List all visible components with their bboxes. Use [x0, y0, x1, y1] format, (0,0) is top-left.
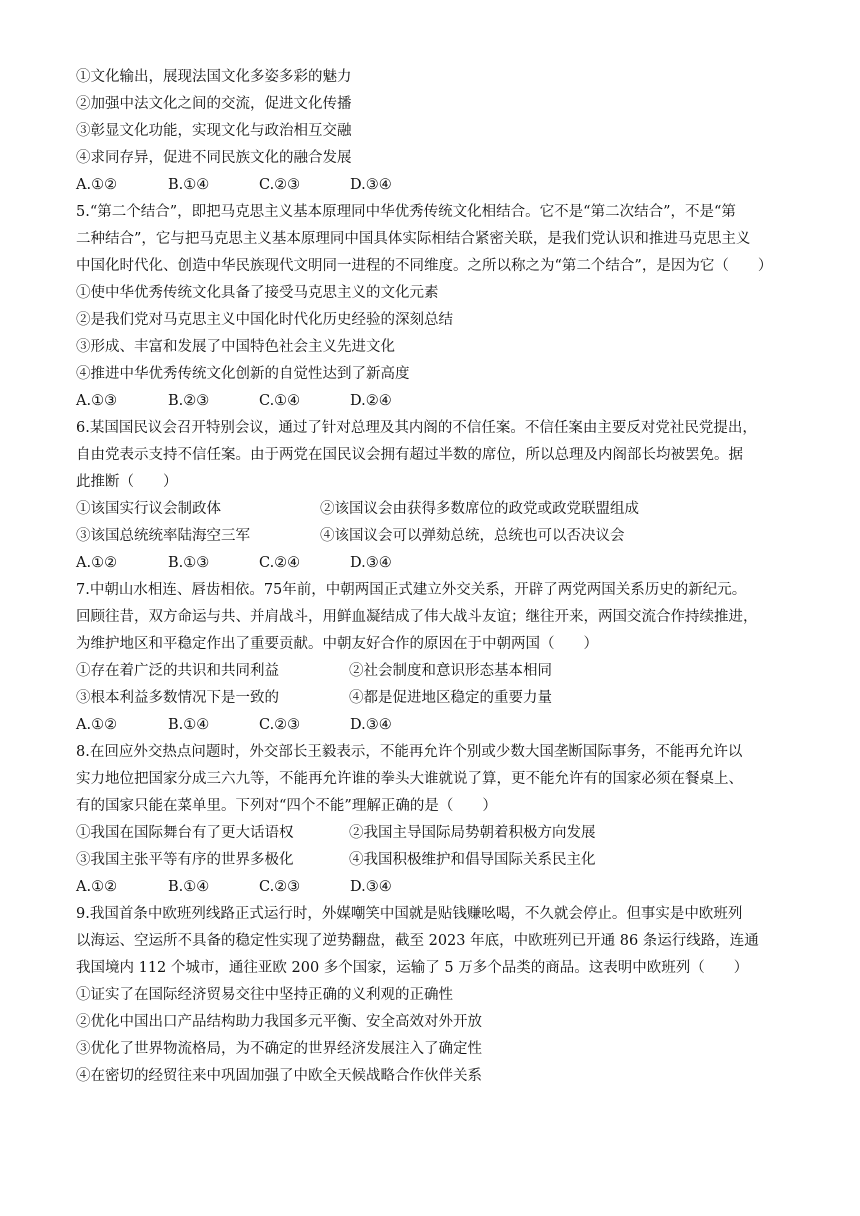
q7-stem-line-2: 回顾往昔，双方命运与共、并肩战斗，用鲜血凝结成了伟大战斗友谊；继往开来，两国交流合作持续推进， — [76, 609, 758, 625]
q8-option-a: A.①② — [76, 879, 118, 895]
q9-stem-line-3: 我国境内 112 个城市，通往亚欧 200 多个国家，运输了 5 万多个品类的商品。这表明中欧班列（ ） — [76, 960, 749, 976]
q8-stem-line-3: 有的国家只能在菜单里。下列对“四个不能”理解正确的是（ ） — [76, 798, 497, 814]
q5-stem-line-3: 中国化时代化、创造中华民族现代文明同一进程的不同维度。之所以称之为“第二个结合”，是因为它（ ） — [76, 258, 773, 274]
q7-option-a: A.①② — [76, 717, 118, 733]
q8-item-3: ③我国主张平等有序的世界多极化 — [76, 852, 294, 868]
q6-item-2: ②该国议会由获得多数席位的政党或政党联盟组成 — [320, 501, 639, 517]
q7-option-d: D.③④ — [350, 717, 392, 733]
q9-stem-line-1: 9.我国首条中欧班列线路正式运行时，外媒嘲笑中国就是贴钱赚吆喝，不久就会停止。但事实是中欧班列 — [76, 906, 743, 922]
q8-stem-line-1: 8.在回应外交热点问题时，外交部长王毅表示，不能再允许个别或少数大国垄断国际事务，不能再允许以 — [76, 744, 743, 760]
q6-stem-line-3: 此推断（ ） — [76, 474, 178, 490]
q9-stem-line-2: 以海运、空运所不具备的稳定性实现了逆势翻盘，截至 2023 年底，中欧班列已开通 86 条运行线路，连通 — [76, 933, 759, 949]
q5-item-1: ①使中华优秀传统文化具备了接受马克思主义的文化元素 — [76, 285, 439, 301]
q6-stem-line-2: 自由党表示支持不信任案。由于两党在国民议会拥有超过半数的席位，所以总理及内阁部长均被罢免。据 — [76, 447, 743, 463]
q6-option-a: A.①② — [76, 555, 118, 571]
q6-stem-line-1: 6.某国国民议会召开特别会议，通过了针对总理及其内阁的不信任案。不信任案由主要反对党社民党提出， — [76, 420, 757, 436]
q5-option-c: C.①④ — [259, 393, 301, 409]
q5-option-d: D.②④ — [350, 393, 392, 409]
q5-option-b: B.②③ — [168, 393, 210, 409]
q7-item-3: ③根本利益多数情况下是一致的 — [76, 690, 279, 706]
q5-stem-line-1: 5.“第二个结合”，即把马克思主义基本原理同中华优秀传统文化相结合。它不是“第二次结合”，不是“第 — [76, 204, 736, 220]
q6-option-b: B.①③ — [168, 555, 210, 571]
q4-option-d: D.③④ — [350, 177, 392, 193]
q9-item-3: ③优化了世界物流格局，为不确定的世界经济发展注入了确定性 — [76, 1041, 482, 1057]
q5-option-a: A.①③ — [76, 393, 118, 409]
q9-item-1: ①证实了在国际经济贸易交往中坚持正确的义利观的正确性 — [76, 987, 453, 1003]
q6-option-d: D.③④ — [350, 555, 392, 571]
q5-item-4: ④推进中华优秀传统文化创新的自觉性达到了新高度 — [76, 366, 410, 382]
q7-option-b: B.①④ — [168, 717, 210, 733]
q5-item-3: ③形成、丰富和发展了中国特色社会主义先进文化 — [76, 339, 395, 355]
q7-stem-line-1: 7.中朝山水相连、唇齿相依。75年前，中朝两国正式建立外交关系，开辟了两党两国关系历史的新纪元。 — [76, 582, 747, 598]
q6-option-c: C.②④ — [259, 555, 301, 571]
q5-item-2: ②是我们党对马克思主义中国化时代化历史经验的深刻总结 — [76, 312, 453, 328]
q4-item-4: ④求同存异，促进不同民族文化的融合发展 — [76, 150, 352, 166]
q8-item-2: ②我国主导国际局势朝着积极方向发展 — [349, 825, 596, 841]
q4-item-3: ③彰显文化功能，实现文化与政治相互交融 — [76, 123, 352, 139]
q4-option-b: B.①④ — [168, 177, 210, 193]
q6-item-1: ①该国实行议会制政体 — [76, 501, 221, 517]
q7-stem-line-3: 为维护地区和平稳定作出了重要贡献。中朝友好合作的原因在于中朝两国（ ） — [76, 636, 598, 652]
q9-item-2: ②优化中国出口产品结构助力我国多元平衡、安全高效对外开放 — [76, 1014, 482, 1030]
q8-option-b: B.①④ — [168, 879, 210, 895]
q9-item-4: ④在密切的经贸往来中巩固加强了中欧全天候战略合作伙伴关系 — [76, 1068, 482, 1084]
q5-stem-line-2: 二种结合”，它与把马克思主义基本原理同中国具体实际相结合紧密关联，是我们党认识和推进马克思主义 — [76, 231, 751, 247]
q6-item-3: ③该国总统统率陆海空三军 — [76, 528, 250, 544]
q8-option-c: C.②③ — [259, 879, 301, 895]
q7-item-2: ②社会制度和意识形态基本相同 — [349, 663, 552, 679]
q7-item-4: ④都是促进地区稳定的重要力量 — [349, 690, 552, 706]
q8-option-d: D.③④ — [350, 879, 392, 895]
q6-item-4: ④该国议会可以弹劾总统，总统也可以否决议会 — [320, 528, 625, 544]
q7-item-1: ①存在着广泛的共识和共同利益 — [76, 663, 279, 679]
q8-item-4: ④我国积极维护和倡导国际关系民主化 — [349, 852, 596, 868]
q4-option-a: A.①② — [76, 177, 118, 193]
q4-item-2: ②加强中法文化之间的交流，促进文化传播 — [76, 96, 352, 112]
q7-option-c: C.②③ — [259, 717, 301, 733]
q8-item-1: ①我国在国际舞台有了更大话语权 — [76, 825, 294, 841]
q4-item-1: ①文化输出，展现法国文化多姿多彩的魅力 — [76, 69, 352, 85]
q4-option-c: C.②③ — [259, 177, 301, 193]
q8-stem-line-2: 实力地位把国家分成三六九等，不能再允许谁的拳头大谁就说了算，更不能允许有的国家必须在餐桌上、 — [76, 771, 743, 787]
